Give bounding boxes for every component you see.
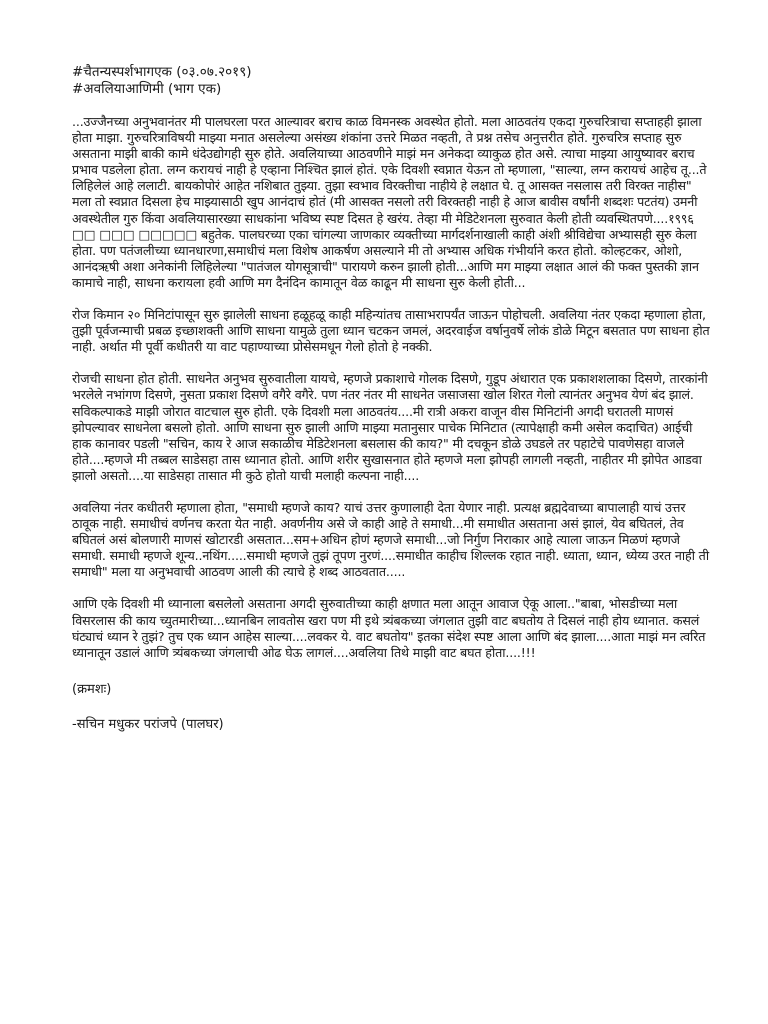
continued-label: (क्रमशः) xyxy=(72,681,112,697)
document-page xyxy=(72,64,712,1014)
paragraph-1: ...उज्जैनच्या अनुभवानंतर मी पालघरला परत आल्यावर बराच काळ विमनस्क अवस्थेत होतो. मला आठवतंय एकदा गुरुचरित्राचा सप्ताहही झाला होता माझा. गुरुचरित्राविषयी माझ्या मनात असलेल्या असंख्य शंकांना उत्तरे मिळत नव्हती, ते प्रश्न तसेच अनुत्तरीत होते. गुरुचरित्र सप्ताह सुरु असताना माझी बाकी कामे धंदेउद्योगही सुरु होते. अवलियाच्या आठवणीने माझं मन अनेकदा व्याकुळ होत असे. त्याचा माझ्या आयुष्यावर बराच प्रभाव पडलेला होता. लग्न करायचं नाही हे एव्हाना निश्चित झालं होतं. एके दिवशी स्वप्नात येऊन तो म्हणाला, "साल्या, लग्न करायचं आहेच तू...ते लिहिलेलं आहे ललाटी. बायकोपोरं आहेत नशिबात तुझ्या. तुझा स्वभाव विरक्तीचा नाहीये हे लक्षात घे. तू आसक्त नसलास तरी विरक्त नाहीस" मला तो स्वप्नात दिसला हेच माझ्यासाठी खुप आनंदाचं होतं (मी आसक्त नसलो तरी विरक्तही नाही हे आज बावीस वर्षांनी शब्दशः पटतंय) उमनी अवस्थेतील गुरु किंवा अवलियासारख्या साधकांना भविष्य स्पष्ट दिसत हे खरंय. तेव्हा मी मेडिटेशनला सुरुवात केली होती व्यवस्थितपणे....१९९६ □□ □□□ □□□□□ बहुतेक. पालघरच्या एका चांगल्या जाणकार व्यक्तीच्या मार्गदर्शनाखाली काही अंशी श्रीविद्येचा अभ्यासही सुरु केला होता. पण पतंजलीच्या ध्यानधारणा,समाधीचं मला विशेष आकर्षण असल्याने मी तो अभ्यास अधिक गंभीर्याने करत होतो. कोल्हटकर, ओशो, आनंदऋषी अशा अनेकांनी लिहिलेल्या "पातंजल योगसूत्राची" पारायणे करुन झाली होती...आणि मग माझ्या लक्षात आलं की फक्त पुस्तकी ज्ञान कामाचे नाही, साधना करायला हवी आणि मग दैनंदिन कामातून वेळ काढून मी साधना सुरु केली होती... xyxy=(72,114,707,290)
hashtag-avaliya[interactable]: #अवलियाआणिमी (भाग एक) xyxy=(72,81,222,97)
paragraph-3: रोजची साधना होत होती. साधनेत अनुभव सुरुवातीला यायचे, म्हणजे प्रकाशाचे गोलक दिसणे, गुडूप अंधारात एक प्रकाशशलाका दिसणे, तारकांनी भरलेले नभांगण दिसणे, नुसता प्रकाश दिसणे वगैरे वगैरे. पण नंतर नंतर मी साधनेत जसाजसा खोल शिरत गेलो त्यानंतर अनुभव येणं बंद झालं. सविकल्पाकडे माझी जोरात वाटचाल सुरु होती. एके दिवशी मला आठवतंय....मी रात्री अकरा वाजून वीस मिनिटांनी अगदी घरातली माणसं झोपल्यावर साधनेला बसलो होतो. आणि साधना सुरु झाली आणि माझ्या मतानुसार पाचेक मिनिटात (त्यापेक्षाही कमी असेल कदाचित) आईची हाक कानावर पडली "सचिन, काय रे आज सकाळीच मेडिटेशनला बसलास की काय?" मी दचकून डोळे उघडले तर पहाटेचे पावणेसहा वाजले होते....म्हणजे मी तब्बल साडेसहा तास ध्यानात होतो. आणि शरीर सुखासनात होते म्हणजे मला झोपही लागली नव्हती, नाहीतर मी झोपेत आडवा झालो असतो....या साडेसहा तासात मी कुठे होतो याची मलाही कल्पना नाही.... xyxy=(72,371,708,483)
hashtag-part-one[interactable]: #चैतन्यस्पर्शभागएक (०३.०७.२०१९) xyxy=(72,64,252,80)
paragraph-2: रोज किमान २० मिनिटांपासून सुरु झालेली साधना हळूहळू काही महिन्यांतच तासाभरापर्यंत जाऊन पोहोचली. अवलिया नंतर एकदा म्हणाला होता, तुझी पूर्वजन्माची प्रबळ इच्छाशक्ती आणि साधना यामुळे तुला ध्यान चटकन जमलं, अदरवाईज वर्षानुवर्षे लोकं डोळे मिटून बसतात पण साधना होत नाही. अर्थात मी पूर्वी कधीतरी या वाट पहाण्याच्या प्रोसेसमधून गेलो होतो हे नक्की. xyxy=(72,307,710,355)
paragraph-5: आणि एके दिवशी मी ध्यानाला बसलेलो असताना अगदी सुरुवातीच्या काही क्षणात मला आतून आवाज ऐकू आला.."बाबा, भोसडीच्या मला विसरलास की काय च्युतमारीच्या...ध्यानबिन लावतोस खरा पण मी इथे त्र्यंबकच्या जंगलात तुझी वाट बघतोय ते दिसलं नाही होय ध्यानात. कसलं घंट्याचं ध्यान रे तुझं? तुच एक ध्यान आहेस साल्या....लवकर ये. वाट बघतोय" इतका संदेश स्पष्ट आला आणि बंद झाला....आता माझं मन त्वरित ध्यानातून उडालं आणि त्र्यंबकच्या जंगलाची ओढ घेऊ लागलं....अवलिया तिथे माझी वाट बघत होता....!!! xyxy=(72,596,706,660)
author-signature: -सचिन मधुकर परांजपे (पालघर) xyxy=(72,716,224,732)
paragraph-4: अवलिया नंतर कधीतरी म्हणाला होता, "समाधी म्हणजे काय? याचं उत्तर कुणालाही देता येणार नाही. प्रत्यक्ष ब्रह्मदेवाच्या बापालाही याचं उत्तर ठावूक नाही. समाधीचं वर्णनच करता येत नाही. अवर्णनीय असे जे काही आहे ते समाधी...मी समाधीत असताना असं झालं, येव बघितलं, तेव बघितलं असं बोलणारी माणसं खोटारडी असतात...सम+अधिन होणं म्हणजे समाधी...जो निर्गुण निराकार आहे त्याला जाऊन मिळणं म्हणजे समाधी. समाधी म्हणजे शून्य..नथिंग.....समाधी म्हणजे तुझं तूपण नुरणं....समाधीत काहीच शिल्लक रहात नाही. ध्याता, ध्यान, ध्येय्य उरत नाही ती समाधी" मला या अनुभवाची आठवण आली की त्याचे हे शब्द आठवतात..... xyxy=(72,499,709,580)
